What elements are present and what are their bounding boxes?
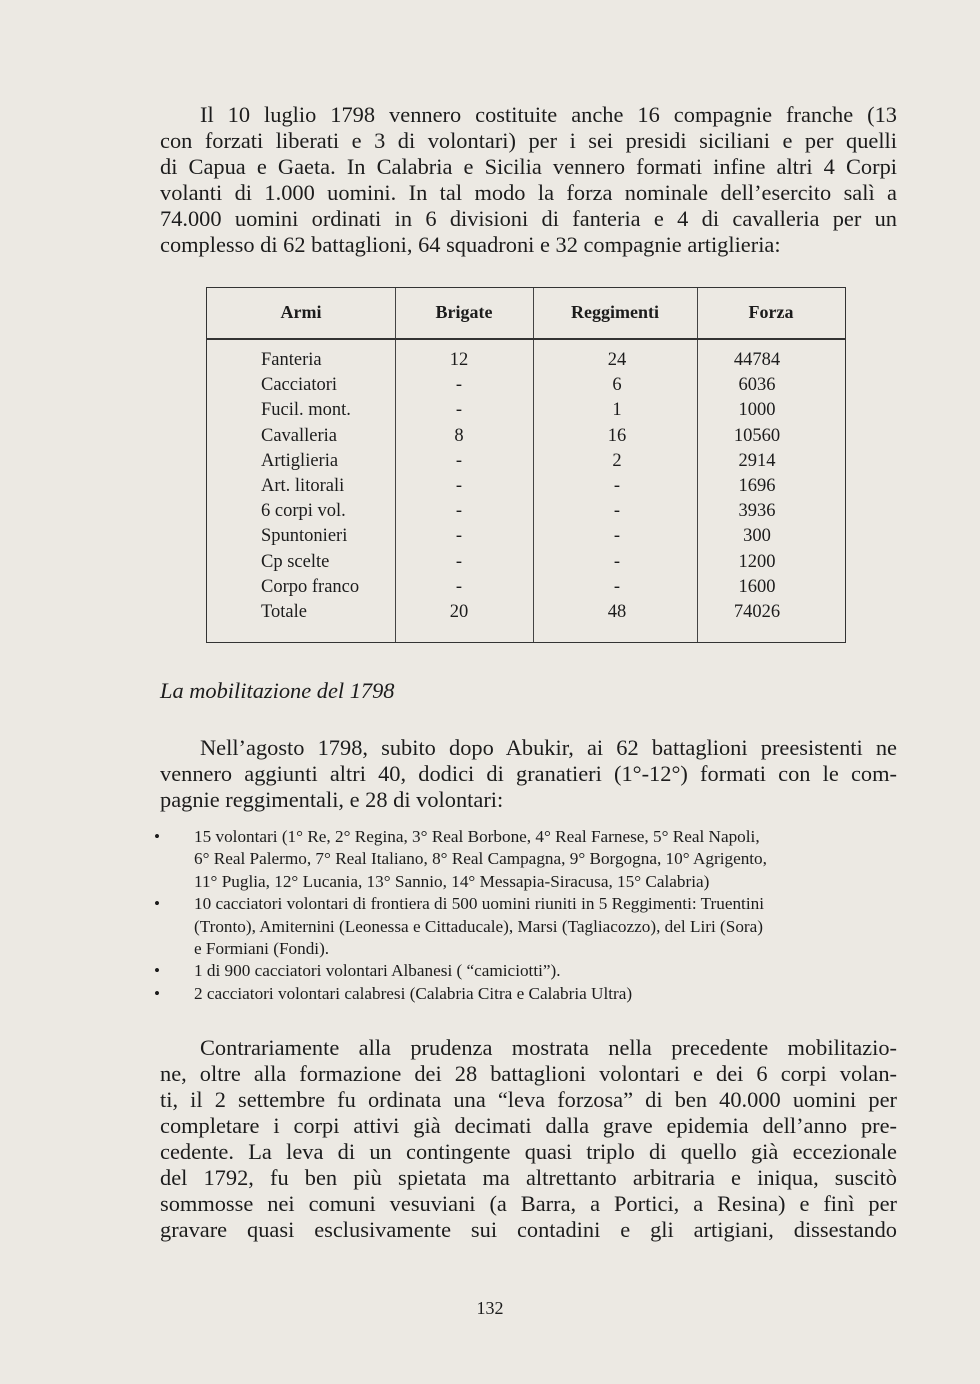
header-forza: Forza (748, 302, 794, 322)
table-cell: - (613, 526, 621, 547)
table-cell: 48 (607, 601, 627, 622)
table-cell: - (455, 526, 463, 547)
table-cell: 6036 (738, 375, 776, 396)
table-cell: Cacciatori (261, 375, 338, 396)
text-line: 74.000 uomini ordinati in 6 divisioni di fanteria e 4 di cavalleria per un (160, 206, 897, 231)
header-brigate: Brigate (435, 302, 493, 322)
table-cell: 1600 (738, 576, 776, 597)
table-cell: Spuntonieri (261, 526, 348, 547)
table-cell: 10560 (733, 425, 781, 446)
table-cell: 2 (612, 450, 622, 471)
table-cell: - (613, 551, 621, 572)
section-heading: La mobilitazione del 1798 (160, 678, 395, 703)
table-cell: Cp scelte (261, 551, 330, 572)
table-cell: 1200 (738, 551, 776, 572)
table-cell: 74026 (733, 601, 781, 622)
text-line: sommosse nei comuni vesuviani (a Barra, a Portici, a Resina) e finì per (160, 1191, 897, 1216)
text-line: ne, oltre alla formazione dei 28 battaglioni volontari e dei 6 corpi volan- (160, 1061, 897, 1086)
table-cell: 300 (743, 526, 771, 547)
text-line: cedente. La leva di un contingente quasi triplo di quello già eccezionale (160, 1139, 897, 1164)
text-line: 15 volontari (1° Re, 2° Regina, 3° Real Borbone, 4° Real Farnese, 5° Real Napoli, (194, 827, 760, 846)
table-cell: 20 (449, 601, 469, 622)
table-cell: - (455, 501, 463, 522)
table-cell: 1000 (738, 400, 776, 421)
intro-paragraph (160, 102, 897, 258)
text-line: 1 di 900 cacciatori volontari Albanesi ( “camiciotti”). (194, 961, 561, 981)
table-cell: Fucil. mont. (261, 400, 351, 421)
text-line: Nell’agosto 1798, subito dopo Abukir, ai 62 battaglioni preesistenti ne (200, 735, 897, 760)
text-line: complesso di 62 battaglioni, 64 squadroni e 32 compagnie artiglieria: (160, 232, 781, 257)
text-line: ti, il 2 settembre fu ordinata una “leva forzosa” di ben 40.000 uomini per (160, 1087, 897, 1112)
table-cell: Cavalleria (261, 425, 338, 446)
column-divider (395, 288, 396, 642)
column-divider (697, 288, 698, 642)
closing-paragraph (160, 1035, 897, 1243)
table-cell: 2914 (738, 450, 776, 471)
header-reggimenti: Reggimenti (571, 302, 659, 322)
table-cell: 6 (612, 375, 622, 396)
table-cell: - (613, 576, 621, 597)
page-number: 132 (476, 1298, 504, 1318)
table-cell: Corpo franco (261, 576, 360, 597)
table-cell: - (455, 551, 463, 572)
bullet-icon: • (154, 961, 161, 981)
table-cell: Totale (261, 601, 307, 622)
table-cell: - (455, 375, 463, 396)
list-item (152, 826, 897, 893)
table-cell: 1696 (738, 475, 776, 496)
header-divider (207, 338, 845, 340)
table-cell: 6 corpi vol. (261, 501, 346, 522)
text-line: 11° Puglia, 12° Lucania, 13° Sannio, 14° Messapia-Siracusa, 15° Calabria) (194, 871, 710, 891)
table-cell: 12 (449, 350, 469, 370)
column-divider (533, 288, 534, 642)
text-line: di Capua e Gaeta. In Calabria e Sicilia vennero formati infine altri 4 Corpi (160, 154, 897, 179)
text-line: 6° Real Palermo, 7° Real Italiano, 8° Real Campagna, 9° Borgogna, 10° Agrigento, (194, 849, 767, 869)
table-cell: - (455, 400, 463, 421)
table-cell: Art. litorali (261, 475, 345, 496)
table-cell: Fanteria (261, 350, 322, 370)
volunteer-bullet-list (152, 826, 897, 1005)
text-line: gravare quasi esclusivamente sui contadini e gli artigiani, dissestando (160, 1217, 897, 1242)
table-cell: 44784 (733, 350, 781, 370)
text-line: con forzati liberati e 3 di volontari) per i sei presidi siciliani e per quelli (160, 128, 897, 153)
column-forza (707, 348, 807, 625)
text-line: vennero aggiunti altri 40, dodici di granatieri (1°-12°) formati con le com- (160, 761, 897, 786)
text-line: Contrariamente alla prudenza mostrata nella precedente mobilitazio- (200, 1035, 897, 1060)
table-cell: 8 (454, 425, 464, 446)
bullet-icon: • (154, 827, 161, 846)
text-line: e Formiani (Fondi). (194, 939, 330, 959)
text-line: completare i corpi attivi già decimati dalla grave epidemia dell’anno pre- (160, 1113, 897, 1138)
text-line: volanti di 1.000 uomini. In tal modo la forza nominale dell’esercito salì a (160, 180, 897, 205)
text-line: pagnie reggimentali, e 28 di volontari: (160, 787, 504, 812)
table-cell: 24 (607, 350, 627, 370)
table-cell: 1 (612, 400, 622, 421)
table-cell: - (613, 475, 621, 496)
header-armi: Armi (280, 302, 322, 322)
text-line: 2 cacciatori volontari calabresi (Calabria Citra e Calabria Ultra) (194, 983, 633, 1003)
table-cell: - (613, 501, 621, 522)
column-armi (261, 348, 391, 625)
table-cell: - (455, 450, 463, 471)
mobilization-paragraph (160, 735, 897, 813)
bullet-icon: • (154, 983, 161, 1003)
column-reggimenti (537, 348, 697, 625)
table-cell: 16 (607, 425, 627, 446)
text-line: Il 10 luglio 1798 vennero costituite anche 16 compagnie franche (13 (200, 102, 897, 127)
table-cell: Artiglieria (261, 450, 339, 471)
list-item (152, 960, 897, 982)
text-line: del 1792, fu ben più spietata ma altrettanto arbitraria e iniqua, suscitò (160, 1165, 897, 1190)
text-line: (Tronto), Amiternini (Leonessa e Cittaducale), Marsi (Tagliacozzo), del Liri (Sora) (194, 916, 763, 936)
list-item (152, 893, 897, 960)
list-item (152, 983, 897, 1005)
table-cell: - (455, 475, 463, 496)
column-brigate (397, 348, 521, 625)
text-line: 10 cacciatori volontari di frontiera di 500 uomini riuniti in 5 Reggimenti: Truentini (194, 894, 764, 914)
table-cell: - (455, 576, 463, 597)
army-forces-table (206, 287, 846, 643)
table-cell: 3936 (738, 501, 776, 522)
bullet-icon: • (154, 894, 161, 914)
